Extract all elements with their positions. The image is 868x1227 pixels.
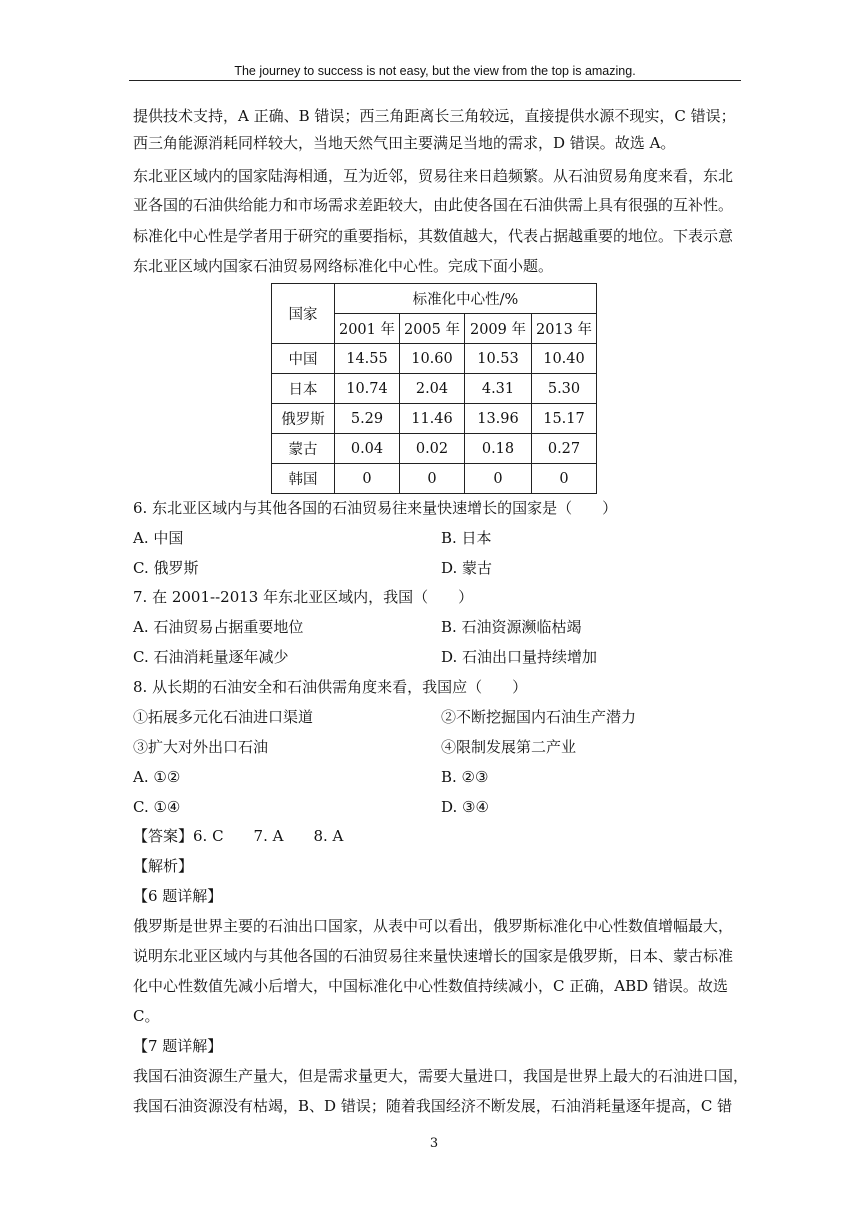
paragraph-line: 我国石油资源没有枯竭，B、D 错误；随着我国经济不断发展，石油消耗量逐年提高，C 错 [133,1097,733,1115]
table-cell: 0 [335,464,400,494]
table-cell: 10.53 [465,344,532,374]
option-b: B. 日本 [441,529,492,547]
paragraph-line: 亚各国的石油供给能力和市场需求差距较大，由此使各国在石油供需上具有很强的互补性。 [133,196,734,214]
statement-2: ②不断挖掘国内石油生产潜力 [441,708,637,726]
header-divider [129,80,741,81]
paragraph-line: C。 [133,1007,160,1025]
table-header-country: 国家 [272,284,335,344]
question-stem: 8. 从长期的石油安全和石油供需角度来看，我国应（ ） [133,678,528,696]
paragraph-line: 东北亚区域内国家石油贸易网络标准化中心性。完成下面小题。 [133,257,554,275]
table-cell: 0 [532,464,597,494]
question-stem: 7. 在 2001--2013 年东北亚区域内，我国（ ） [133,588,474,606]
q6-detail-title: 【6 题详解】 [133,887,223,905]
table-cell: 10.40 [532,344,597,374]
table-cell: 5.30 [532,374,597,404]
answer-line: 【答案】6. C 7. A 8. A [133,827,344,845]
option-c: C. ①④ [133,798,181,816]
option-c: C. 石油消耗量逐年减少 [133,648,289,666]
option-d: D. ③④ [441,798,489,816]
page-number: 3 [429,1136,439,1151]
paragraph-line: 化中心性数值先减小后增大，中国标准化中心性数值持续减小，C 正确，ABD 错误。故选 [133,977,728,995]
paragraph-line: 西三角能源消耗同样较大，当地天然气田主要满足当地的需求，D 错误。故选 A。 [133,134,676,152]
option-d: D. 石油出口量持续增加 [441,648,598,666]
table-cell: 0.02 [400,434,465,464]
table-cell: 10.74 [335,374,400,404]
table-row [272,434,597,464]
table-cell: 2.04 [400,374,465,404]
analysis-title: 【解析】 [133,857,194,875]
table-cell: 4.31 [465,374,532,404]
table-cell-country: 日本 [272,374,335,404]
table-header-year: 2009 年 [465,314,532,344]
table-cell: 15.17 [532,404,597,434]
table-header-group: 标准化中心性/% [335,284,597,314]
table-row [272,344,597,374]
table-row [272,374,597,404]
table-cell: 13.96 [465,404,532,434]
table-cell-country: 蒙古 [272,434,335,464]
table-cell: 0 [465,464,532,494]
table-row [272,464,597,494]
table-header-year: 2005 年 [400,314,465,344]
paragraph-line: 我国石油资源生产量大，但是需求量更大，需要大量进口，我国是世界上最大的石油进口国， [133,1067,749,1085]
q7-detail-title: 【7 题详解】 [133,1037,223,1055]
paragraph-line: 俄罗斯是世界主要的石油出口国家，从表中可以看出，俄罗斯标准化中心性数值增幅最大， [133,917,734,935]
table-cell: 10.60 [400,344,465,374]
table-header-year: 2001 年 [335,314,400,344]
table-header-year: 2013 年 [532,314,597,344]
table-row [272,404,597,434]
table-cell: 0.18 [465,434,532,464]
table-cell: 11.46 [400,404,465,434]
table-cell: 0.04 [335,434,400,464]
table-cell-country: 韩国 [272,464,335,494]
option-a: A. 中国 [133,529,184,547]
table-cell-country: 中国 [272,344,335,374]
table-cell: 5.29 [335,404,400,434]
statement-3: ③扩大对外出口石油 [133,738,269,756]
option-d: D. 蒙古 [441,559,493,577]
table-cell-country: 俄罗斯 [272,404,335,434]
paragraph-line: 东北亚区域内的国家陆海相通，互为近邻，贸易往来日趋频繁。从石油贸易角度来看，东北 [133,167,734,185]
option-a: A. ①② [133,768,181,786]
option-b: B. 石油资源濒临枯竭 [441,618,582,636]
option-b: B. ②③ [441,768,489,786]
statement-4: ④限制发展第二产业 [441,738,577,756]
paragraph-line: 标准化中心性是学者用于研究的重要指标，其数值越大，代表占据越重要的地位。下表示意 [133,227,734,245]
question-stem: 6. 东北亚区域内与其他各国的石油贸易往来量快速增长的国家是（ ） [133,499,618,517]
paragraph-line: 提供技术支持，A 正确、B 错误；西三角距离长三角较远，直接提供水源不现实，C 错误； [133,107,736,125]
option-c: C. 俄罗斯 [133,559,199,577]
option-a: A. 石油贸易占据重要地位 [133,618,304,636]
statement-1: ①拓展多元化石油进口渠道 [133,708,314,726]
table-cell: 0.27 [532,434,597,464]
centrality-table [271,283,597,494]
table-cell: 14.55 [335,344,400,374]
paragraph-line: 说明东北亚区域内与其他各国的石油贸易往来量快速增长的国家是俄罗斯，日本、蒙古标准 [133,947,734,965]
table-cell: 0 [400,464,465,494]
header-motto: The journey to success is not easy, but the view from the top is amazing. [234,64,636,78]
